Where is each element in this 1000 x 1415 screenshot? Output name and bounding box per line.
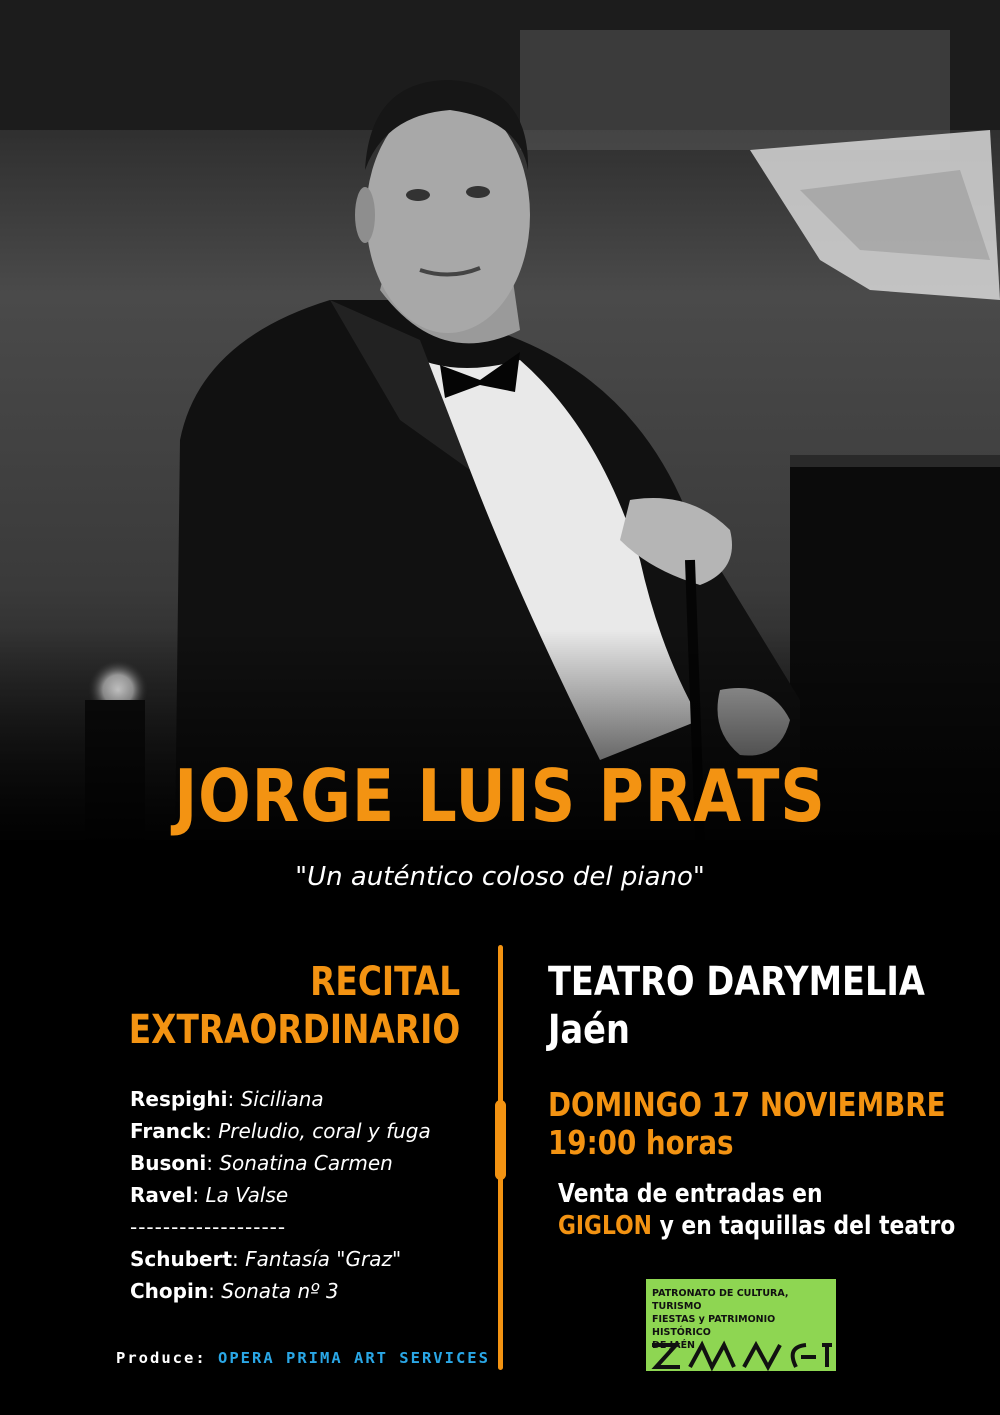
ticket-vendor: GIGLON	[558, 1211, 652, 1241]
composer-name: Franck	[130, 1119, 206, 1143]
logo-line-2: FIESTAS y PATRIMONIO HISTÓRICO	[652, 1314, 776, 1338]
program-list	[130, 1083, 490, 1307]
work-title: Preludio, coral y fuga	[218, 1119, 431, 1143]
event-date: DOMINGO 17 NOVIEMBRE	[548, 1085, 946, 1124]
logo-figures-icon	[646, 1337, 836, 1371]
composer-name: Chopin	[130, 1279, 209, 1303]
program-item: Respighi: Siciliana	[130, 1087, 324, 1111]
logo-line-1: PATRONATO DE CULTURA, TURISMO	[652, 1288, 789, 1312]
event-datetime	[548, 1086, 946, 1162]
venue	[548, 958, 925, 1054]
composer-name: Schubert	[130, 1247, 233, 1271]
program-item: Ravel: La Valse	[130, 1183, 289, 1207]
venue-name: TEATRO DARYMELIA	[548, 959, 925, 1005]
composer-name: Busoni	[130, 1151, 207, 1175]
composer-name: Ravel	[130, 1183, 193, 1207]
composer-name: Respighi	[130, 1087, 228, 1111]
ticket-info	[558, 1178, 955, 1242]
recital-line-1: RECITAL	[309, 959, 460, 1005]
ticket-line-2: y en taquillas del teatro	[651, 1211, 956, 1241]
program-item: Busoni: Sonatina Carmen	[130, 1151, 393, 1175]
divider-accent	[495, 1100, 506, 1180]
program-separator: -------------------	[130, 1215, 287, 1239]
producer-company: OPERA PRIMA ART SERVICES	[218, 1349, 490, 1367]
work-title: La Valse	[205, 1183, 289, 1207]
logo-line-3: DE JAÉN	[652, 1340, 696, 1351]
venue-city: Jaén	[548, 1007, 630, 1053]
program-item: Chopin: Sonata nº 3	[130, 1279, 339, 1303]
program-item: Schubert: Fantasía "Graz"	[130, 1247, 402, 1271]
program-item: Franck: Preludio, coral y fuga	[130, 1119, 431, 1143]
recital-line-2: EXTRAORDINARIO	[128, 1007, 460, 1053]
work-title: Sonata nº 3	[221, 1279, 339, 1303]
artist-name: JORGE LUIS PRATS	[174, 754, 826, 838]
tagline: "Un auténtico coloso del piano"	[295, 862, 705, 892]
work-title: Sonatina Carmen	[219, 1151, 393, 1175]
patronato-logo	[646, 1279, 836, 1371]
work-title: Siciliana	[240, 1087, 324, 1111]
producer-label: Produce:	[116, 1349, 207, 1367]
producer-credit	[116, 1349, 490, 1367]
ticket-line-1: Venta de entradas en	[558, 1179, 823, 1209]
work-title: Fantasía "Graz"	[245, 1247, 402, 1271]
recital-heading	[129, 958, 460, 1054]
event-time: 19:00 horas	[548, 1123, 734, 1162]
